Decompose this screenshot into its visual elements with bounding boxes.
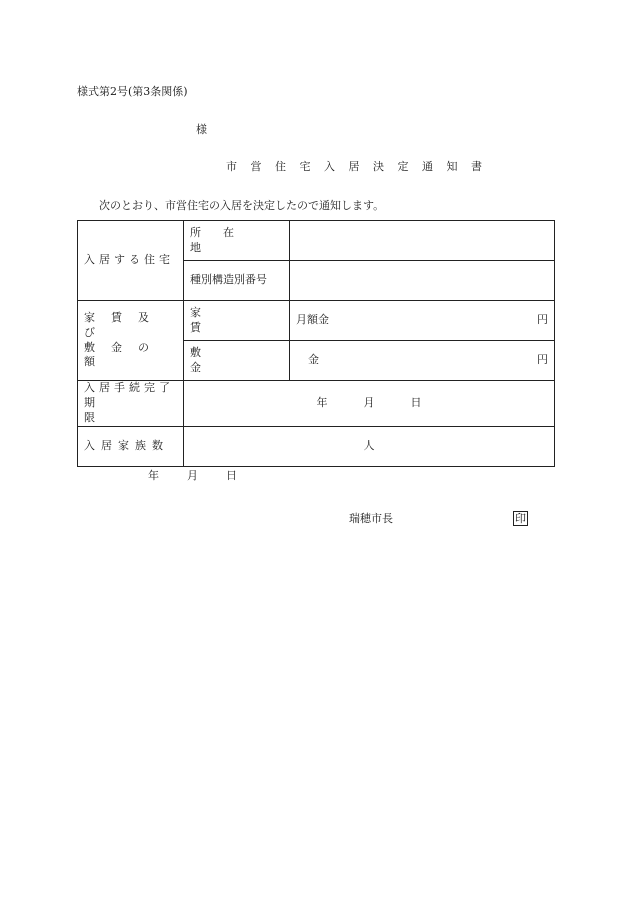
deadline-value-cell [184, 381, 555, 427]
deadline-day: 日 [410, 395, 422, 409]
rent-prefix: 月額金 [296, 313, 329, 327]
issuer-name: 瑞穂市長 [349, 512, 393, 525]
housing-label [84, 253, 177, 268]
deadline-label-line-2: 期限 [84, 395, 155, 424]
type-value-cell [290, 261, 555, 301]
seal-mark: 印 [515, 512, 526, 525]
rent-suffix: 円 [537, 313, 548, 327]
document-title: 市 営 住 宅 入 居 決 定 通 知 書 [226, 160, 487, 173]
deadline-label-line-1: 入居手続完了 [84, 381, 174, 394]
issue-date-month: 月 [187, 469, 198, 482]
deadline-label-cell [78, 381, 184, 427]
deadline-month: 月 [363, 395, 375, 409]
rent-label-cell [184, 301, 290, 341]
rent-value-cell [290, 301, 555, 341]
table-row [78, 301, 555, 341]
form-number: 様式第2号(第3条関係) [77, 85, 188, 98]
family-label-cell [78, 426, 184, 466]
table-row [78, 426, 555, 466]
deposit-label-cell [184, 341, 290, 381]
notice-table [77, 220, 555, 467]
deposit-label: 敷金 [190, 345, 267, 374]
deposit-suffix: 円 [537, 353, 548, 367]
family-label: 入居家族数 [84, 438, 169, 452]
housing-label-text: 入居する住宅 [84, 253, 174, 267]
table-row [78, 221, 555, 261]
rent-label-text: 家賃 [190, 305, 267, 334]
rent-deposit-label-line-2: 敷金の額 [84, 340, 165, 369]
location-label-cell [184, 221, 290, 261]
rent-label [190, 306, 283, 336]
deposit-value-cell [290, 341, 555, 381]
family-value-cell [184, 426, 555, 466]
type-label-cell [184, 261, 290, 301]
type-label: 種別構造別番号 [190, 273, 267, 287]
deposit-prefix: 金 [308, 353, 319, 367]
issue-date-day: 日 [226, 469, 237, 482]
family-unit: 人 [363, 438, 375, 452]
housing-label-cell [78, 221, 184, 301]
issue-date-year: 年 [148, 469, 159, 482]
location-value-cell [290, 221, 555, 261]
rent-deposit-label-line-1: 家賃及び [84, 310, 165, 339]
location-label: 所在地 [190, 225, 256, 254]
addressee-honorific: 様 [196, 123, 207, 136]
issue-date [148, 470, 265, 481]
table-row [78, 381, 555, 427]
rent-deposit-label-cell [78, 301, 184, 381]
deadline-year: 年 [316, 395, 328, 409]
intro-text: 次のとおり、市営住宅の入居を決定したので通知します。 [99, 199, 385, 212]
